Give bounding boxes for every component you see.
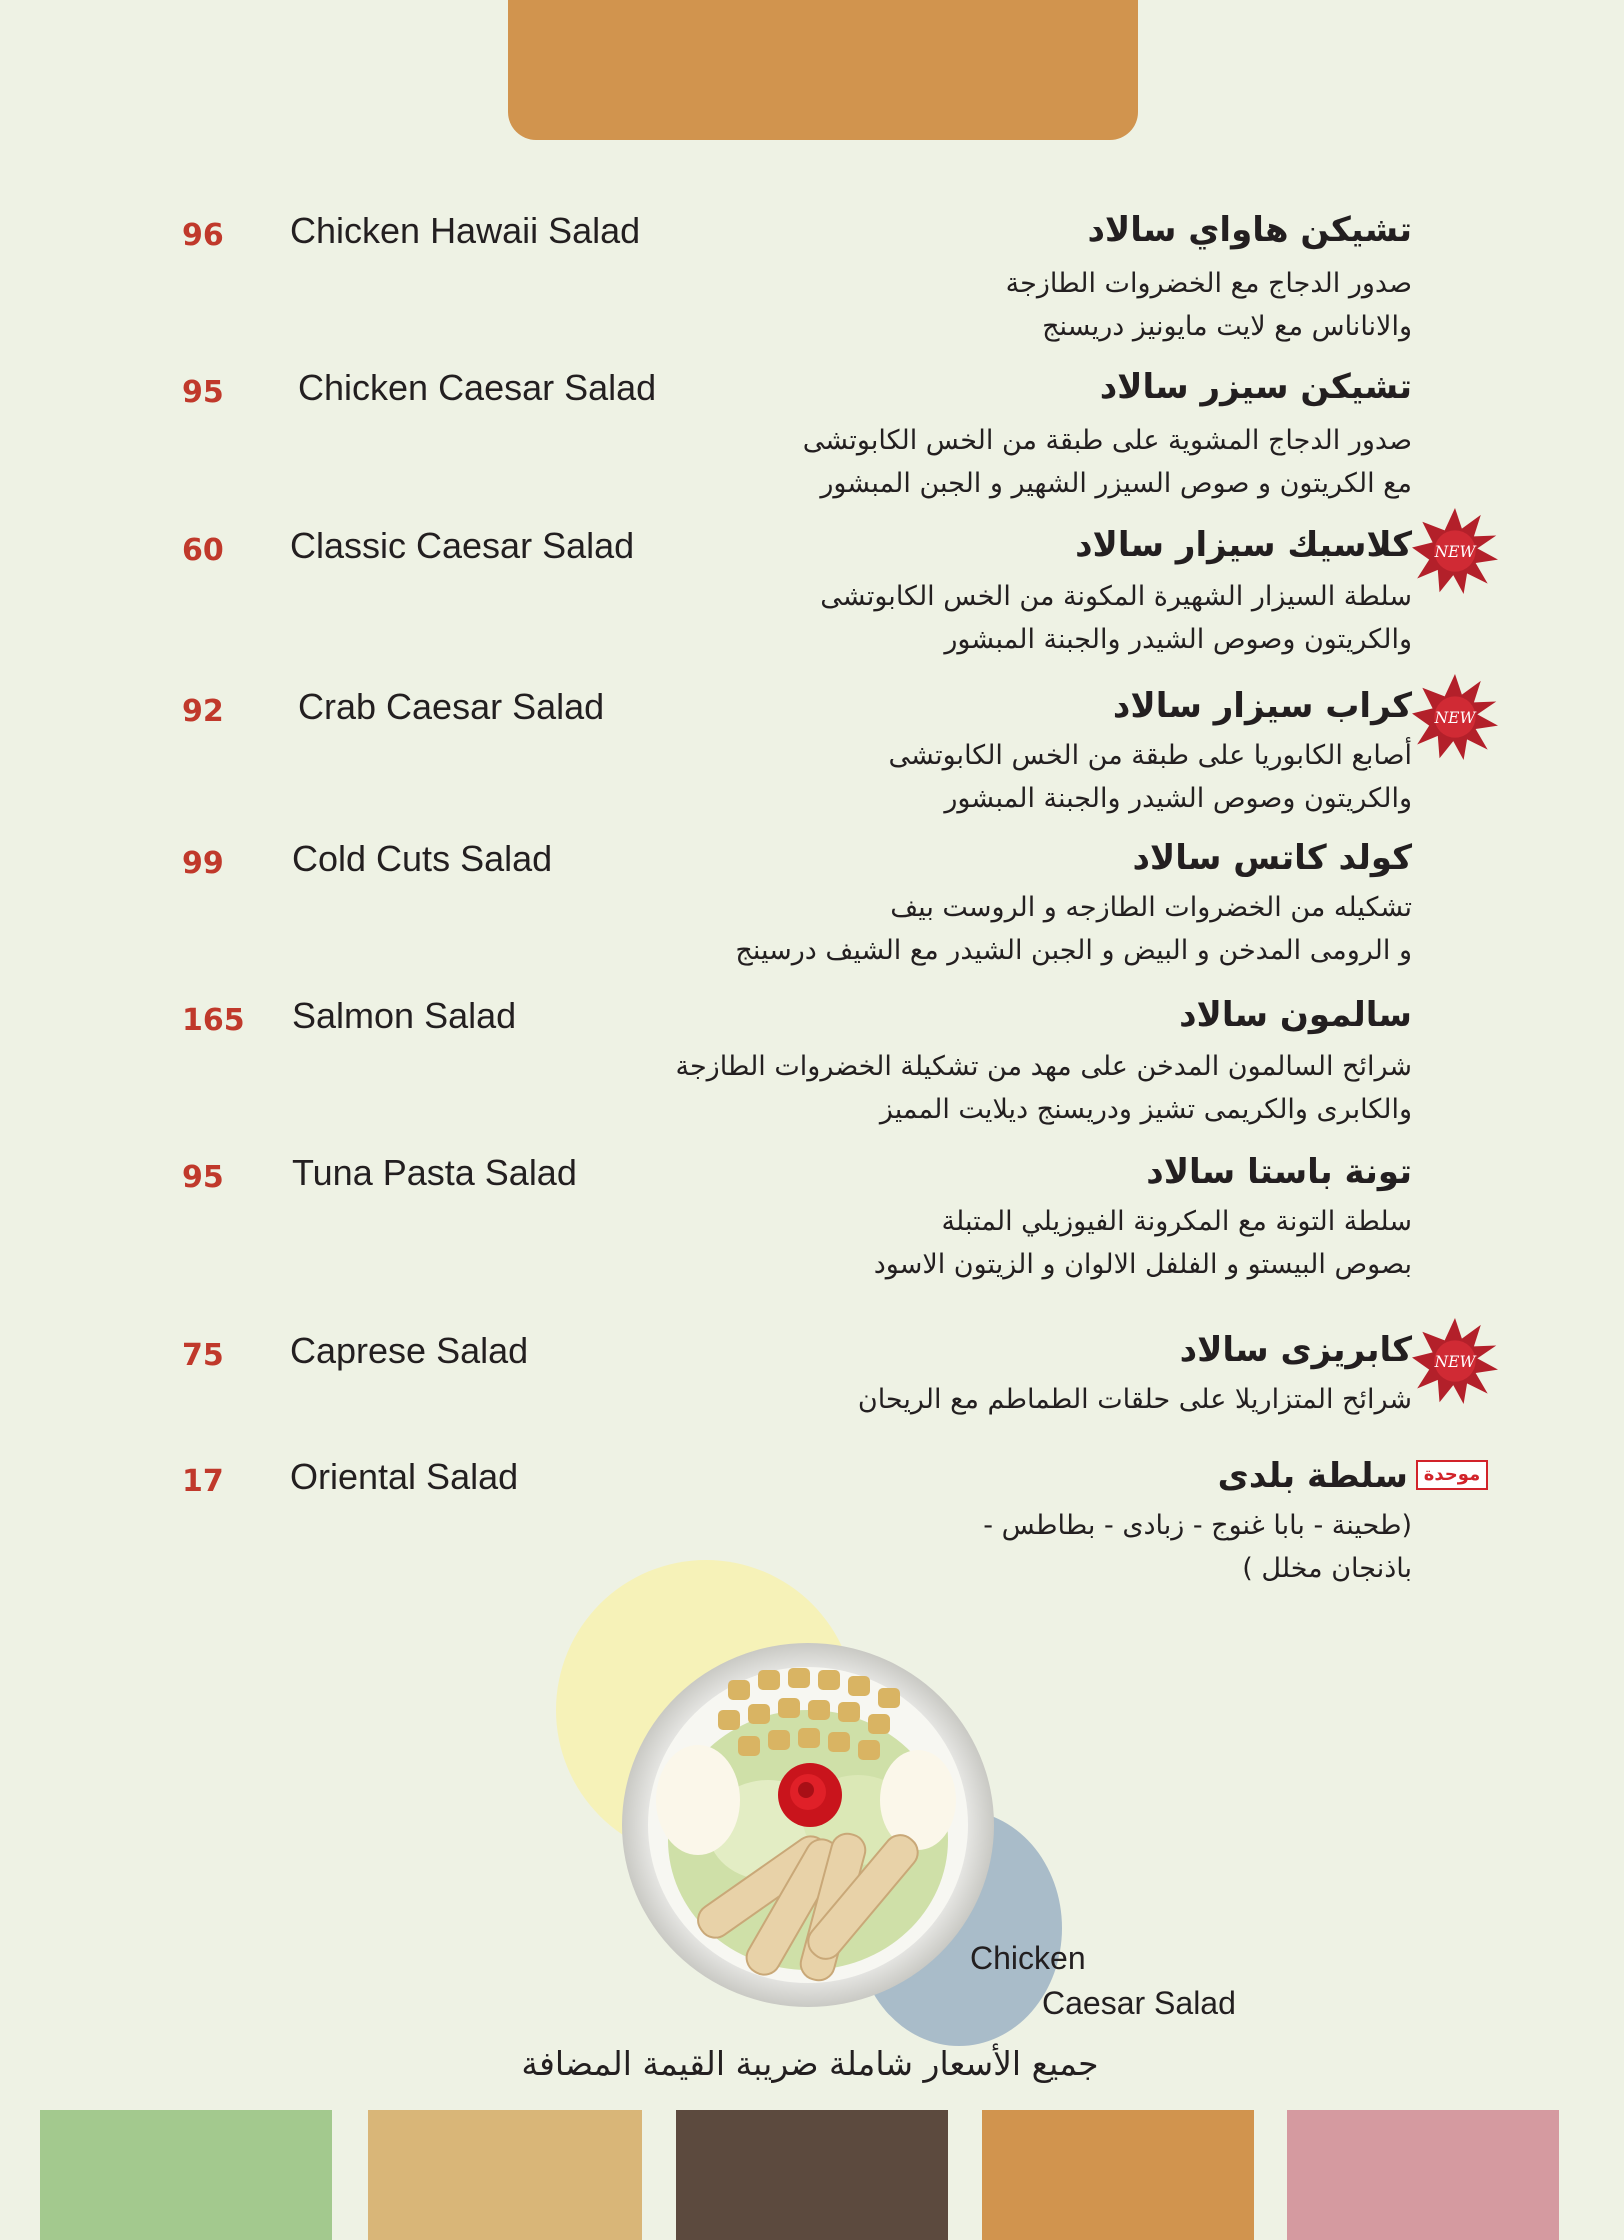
item-description-line: مع الكريتون و صوص السيزر الشهير و الجبن المبشور [820, 468, 1412, 499]
item-description-line: شرائح المتزاريلا على حلقات الطماطم مع الريحان [857, 1384, 1412, 1415]
item-name-en: Cold Cuts Salad [292, 838, 553, 879]
item-description-line: والكريتون وصوص الشيدر والجبنة المبشور [944, 783, 1412, 814]
svg-text:NEW: NEW [1434, 709, 1476, 728]
item-name-ar: كراب سيزار سالاد [1112, 686, 1412, 726]
item-description-line: بصوص البيستو و الفلفل الالوان و الزيتون الاسود [873, 1249, 1412, 1280]
item-description-line: تشكيله من الخضروات الطازجه و الروست بيف [890, 892, 1412, 923]
color-swatch-orange [982, 2110, 1254, 2240]
item-description-line: و الرومى المدخن و البيض و الجبن الشيدر مع الشيف درسينج [735, 935, 1412, 966]
item-description-line: أصابع الكابوريا على طبقة من الخس الكابوتشى [888, 740, 1412, 771]
color-swatch-brown [676, 2110, 948, 2240]
item-description-line: (طحينة - بابا غنوج - زبادى - بطاطس - [983, 1510, 1412, 1541]
item-name-ar: تشيكن هاواي سالاد [1087, 210, 1412, 250]
item-description-line: سلطة السيزار الشهيرة المكونة من الخس الكابوتشى [820, 581, 1412, 612]
item-price: 92 [182, 694, 224, 729]
item-price: 95 [182, 375, 224, 410]
top-header-tab [508, 0, 1138, 140]
color-swatch-tan [368, 2110, 642, 2240]
new-star-badge-icon [1412, 674, 1498, 760]
item-description-line: والكريتون وصوص الشيدر والجبنة المبشور [944, 624, 1412, 655]
item-name-ar: سالمون سالاد [1179, 995, 1412, 1035]
vat-note: جميع الأسعار شاملة ضريبة القيمة المضافة [521, 2044, 1099, 2083]
item-name-en: Classic Caesar Salad [290, 525, 635, 566]
item-name-en: Tuna Pasta Salad [292, 1152, 577, 1193]
item-name-ar: تونة باستا سالاد [1146, 1152, 1412, 1192]
color-swatch-green [40, 2110, 332, 2240]
svg-text:NEW: NEW [1434, 543, 1476, 562]
item-description-line: والاناناس مع لايت مايونيز دريسنج [1042, 311, 1412, 342]
photo-caption-line: Chicken [970, 1940, 1086, 1976]
item-price: 75 [182, 1338, 224, 1373]
item-name-ar: كابريزى سالاد [1179, 1330, 1412, 1370]
item-description-line: صدور الدجاج المشوية على طبقة من الخس الكابوتشى [802, 425, 1412, 456]
item-description-line: والكابرى والكريمى تشيز ودريسنج ديلايت المميز [879, 1094, 1412, 1125]
item-description-line: شرائح السالمون المدخن على مهد من تشكيلة الخضروات الطازجة [675, 1051, 1412, 1082]
item-name-en: Salmon Salad [292, 995, 517, 1036]
item-name-en: Oriental Salad [290, 1456, 519, 1497]
color-swatch-pink [1287, 2110, 1559, 2240]
item-description-line: صدور الدجاج مع الخضروات الطازجة [1005, 268, 1412, 299]
item-name-ar: سلطة بلدى [1217, 1456, 1408, 1496]
unified-tag-badge: موحدة [1416, 1460, 1488, 1490]
item-description-line: سلطة التونة مع المكرونة الفيوزيلي المتبلة [941, 1206, 1412, 1237]
item-name-ar: تشيكن سيزر سالاد [1099, 367, 1412, 407]
item-name-en: Crab Caesar Salad [298, 686, 605, 727]
new-star-badge-icon [1412, 508, 1498, 594]
item-description-line: باذنجان مخلل ) [1242, 1553, 1412, 1584]
chicken-caesar-salad-photo [618, 1640, 998, 2010]
item-name-en: Chicken Caesar Salad [298, 367, 657, 408]
item-name-ar: كلاسيك سيزار سالاد [1075, 525, 1412, 565]
item-price: 17 [182, 1464, 224, 1499]
item-price: 96 [182, 218, 224, 253]
item-name-en: Chicken Hawaii Salad [290, 210, 641, 251]
item-price: 95 [182, 1160, 224, 1195]
item-price: 60 [182, 533, 224, 568]
item-price: 165 [182, 1003, 245, 1038]
item-name-en: Caprese Salad [290, 1330, 529, 1371]
item-name-ar: كولد كاتس سالاد [1132, 838, 1412, 878]
new-star-badge-icon [1412, 1318, 1498, 1404]
item-price: 99 [182, 846, 224, 881]
photo-caption-line: Caesar Salad [1042, 1985, 1236, 2021]
svg-text:NEW: NEW [1434, 1353, 1476, 1372]
